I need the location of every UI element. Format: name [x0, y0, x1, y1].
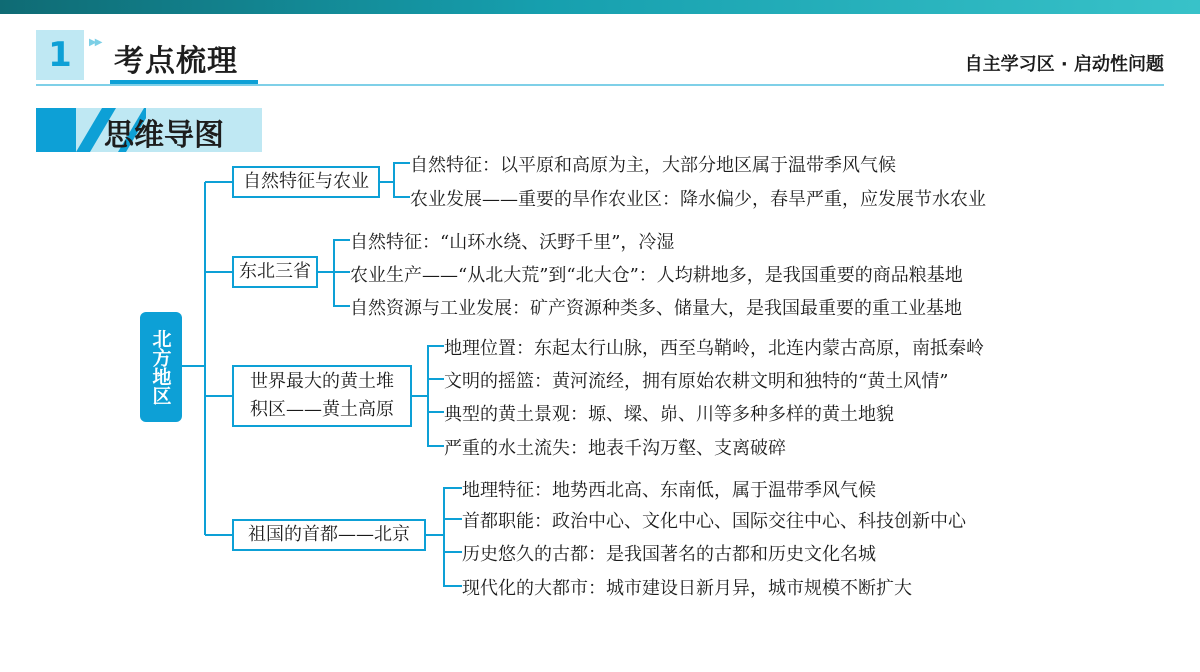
leaf-item: 自然特征：以平原和高原为主，大部分地区属于温带季风气候 — [410, 155, 896, 176]
leaf-item: 典型的黄土景观：塬、墚、峁、川等多种多样的黄土地貌 — [444, 404, 894, 425]
branch-loess-line2: 积区——黄土高原 — [250, 399, 394, 420]
branch-natural-agriculture: 自然特征与农业 — [232, 166, 380, 198]
section-title: 考点梳理 — [114, 44, 238, 79]
leaf-item: 农业生产——“从北大荒”到“北大仓”：人均耕地多，是我国重要的商品粮基地 — [350, 265, 963, 286]
leaf-item: 文明的摇篮：黄河流经，拥有原始农耕文明和独特的“黄土风情” — [444, 371, 949, 392]
branch-loess-line1: 世界最大的黄土堆 — [250, 371, 394, 392]
zone-label: 自主学习区 · 启动性问题 — [964, 54, 1164, 75]
leaf-item: 自然资源与工业发展：矿产资源种类多、储量大，是我国最重要的重工业基地 — [350, 298, 962, 319]
leaf-item: 严重的水土流失：地表千沟万壑、支离破碎 — [444, 438, 786, 459]
mind-map-title: 思维导图 — [104, 118, 224, 153]
leaf-item: 地理位置：东起太行山脉，西至乌鞘岭，北连内蒙古高原，南抵秦岭 — [444, 338, 984, 359]
section-number: 1 — [36, 30, 84, 80]
leaf-item: 首都职能：政治中心、文化中心、国际交往中心、科技创新中心 — [462, 511, 966, 532]
leaf-item: 现代化的大都市：城市建设日新月异，城市规模不断扩大 — [462, 578, 912, 599]
branch-northeast: 东北三省 — [232, 256, 318, 288]
root-node: 北方地区 — [140, 312, 182, 422]
branch-beijing: 祖国的首都——北京 — [232, 519, 426, 551]
leaf-item: 农业发展——重要的旱作农业区：降水偏少，春旱严重，应发展节水农业 — [410, 189, 986, 210]
leaf-item: 自然特征：“山环水绕、沃野千里”，冷湿 — [350, 232, 675, 253]
leaf-item: 地理特征：地势西北高、东南低，属于温带季风气候 — [462, 480, 876, 501]
double-chevron-icon: ▶▶ — [89, 37, 101, 48]
branch-loess-plateau — [232, 365, 412, 427]
leaf-item: 历史悠久的古都：是我国著名的古都和历史文化名城 — [462, 544, 876, 565]
